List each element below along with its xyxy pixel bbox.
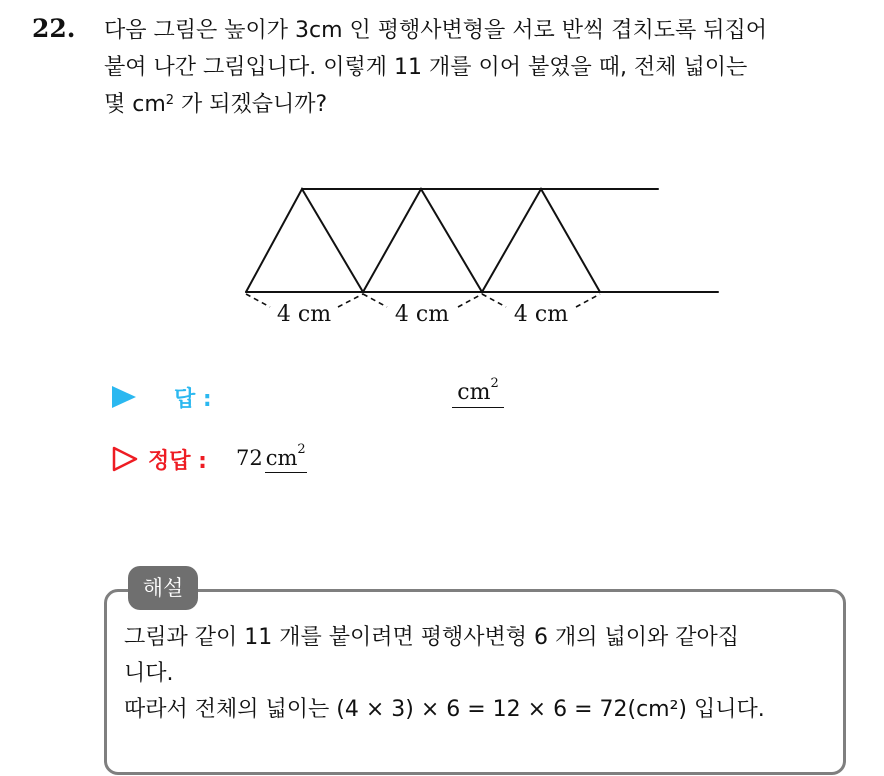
outline-arrow-icon (112, 446, 138, 472)
answer-unit: cm (457, 380, 491, 405)
answer-row (112, 376, 612, 414)
question-text (104, 12, 864, 123)
answer-blank[interactable] (452, 376, 504, 408)
explanation-line-2: 니다. (124, 661, 174, 686)
correct-answer-unit (265, 442, 307, 473)
correct-answer-label: 정답 : (148, 449, 207, 474)
measure-line-1-left (246, 294, 270, 307)
question-line-3-start: 몇 cm (104, 92, 166, 117)
parallelogram-figure (230, 170, 730, 340)
question-line-1: 다음 그림은 높이가 3cm 인 평행사변형을 서로 반씩 겹치도록 뒤집어 (104, 18, 768, 43)
explanation-tab: 해설 (128, 566, 198, 610)
segment-label-1: 4 cm (276, 302, 332, 327)
measure-line-3-left (482, 294, 506, 307)
explanation-line-1: 그림과 같이 11 개를 붙이려면 평행사변형 6 개의 넓이와 같아집 (124, 625, 739, 650)
answer-label: 답 : (174, 387, 212, 412)
correct-answer-row (112, 442, 512, 478)
segment-label-2: 4 cm (394, 302, 450, 327)
zigzag-edges (246, 189, 600, 292)
correct-unit-text: cm (265, 446, 298, 470)
measure-line-1-right (338, 294, 363, 307)
explanation-line-3: 따라서 전체의 넓이는 (4 × 3) × 6 = 12 × 6 = 72(cm²) 입니다. (124, 697, 765, 722)
measure-line-2-right (458, 294, 482, 307)
correct-unit-exponent: 2 (297, 442, 306, 457)
correct-answer-number: 72 (236, 446, 263, 470)
measure-line-3-right (576, 294, 600, 307)
question-line-2: 붙여 나간 그림입니다. 이렇게 11 개를 이어 붙였을 때, 전체 넓이는 (104, 55, 748, 80)
question-unit-exponent: 2 (165, 93, 175, 108)
play-arrow-icon (112, 386, 136, 408)
answer-unit-exponent: 2 (490, 376, 499, 391)
correct-answer-value (236, 442, 307, 470)
measure-line-2-left (363, 294, 387, 307)
question-line-3-end: 가 되겠습니까? (174, 92, 328, 117)
explanation-text (124, 620, 834, 728)
question-number: 22. (32, 14, 76, 43)
question-line-3 (104, 86, 864, 123)
segment-label-3: 4 cm (513, 302, 569, 327)
